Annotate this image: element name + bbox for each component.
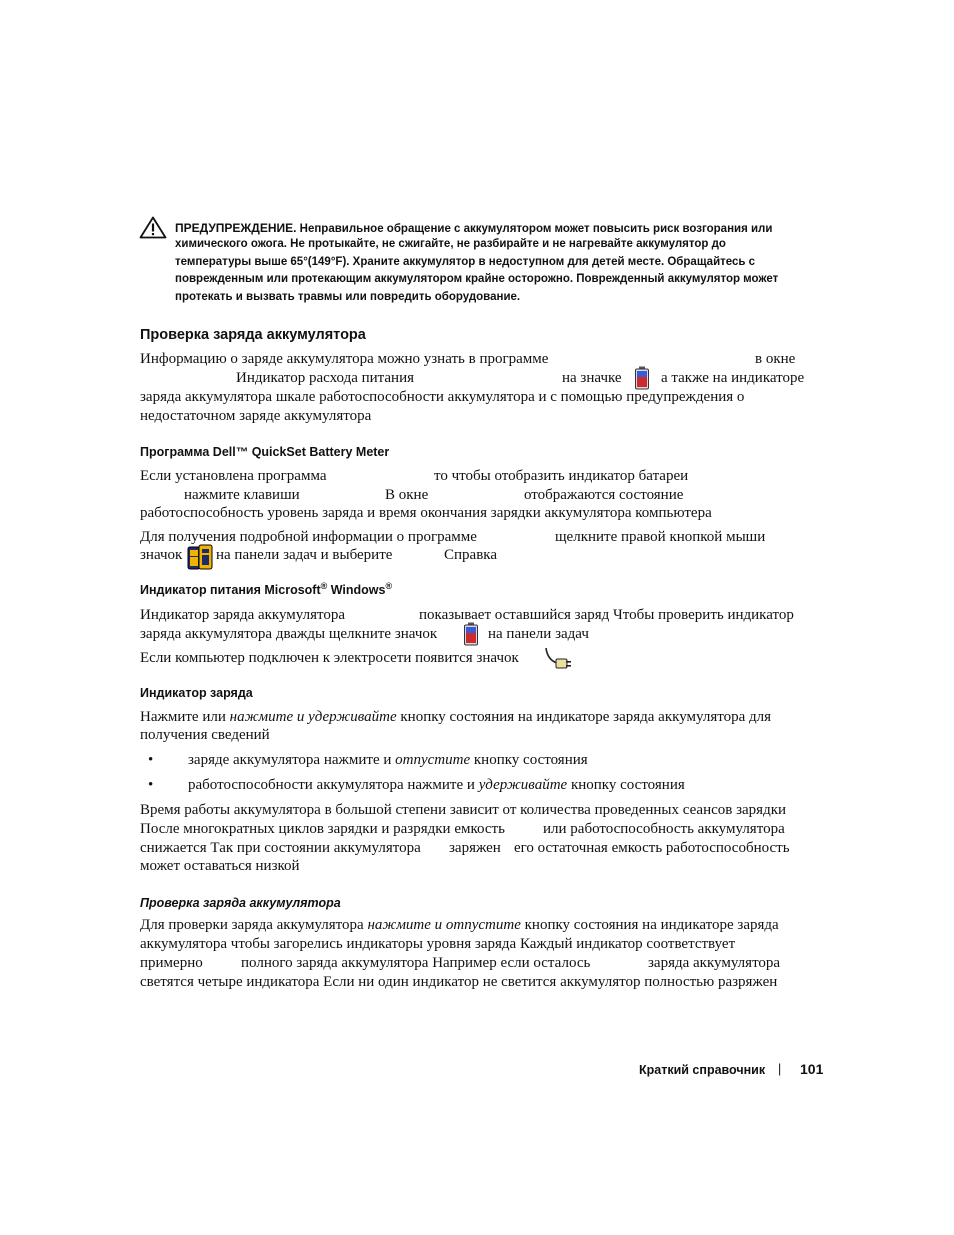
text-part: кнопку состояния на индикаторе заряда аккумулятора для [396,709,771,725]
footer-separator: | [778,1062,782,1076]
check-charge-heading: Проверка заряда аккумулятора [140,896,341,910]
text-part: Нажмите или [140,709,230,725]
intro-text: Информацию о заряде аккумулятора можно узнать в программе [140,351,549,367]
quickset-text: значок [140,547,183,563]
intro-text: заряда аккумулятора шкале работоспособности аккумулятора и с помощью предупреждения о [140,389,745,405]
check-charge-text: полного заряда аккумулятора Например если осталось [241,955,591,971]
warning-line-5: протекать и вызвать травмы или повредить оборудование. [175,291,521,303]
bullet-marker: • [148,752,154,768]
charge-indicator-text [140,709,771,726]
text-part: работоспособности аккумулятора нажмите и [188,777,479,793]
charge-indicator-text: получения сведений [140,727,270,743]
page-number: 101 [800,1061,824,1077]
warning-line-2: химического ожога. Не протыкайте, не сжигайте, не разбирайте и не нагревайте аккумулятор до [175,238,726,250]
charge-indicator-text: или работоспособность аккумулятора [543,821,785,837]
quickset-text: Если установлена программа [140,468,327,484]
warning-label: ПРЕДУПРЕЖДЕНИЕ. [175,221,297,235]
quickset-text: Для получения подробной информации о программе [140,529,477,545]
charge-indicator-text: Время работы аккумулятора в большой степени зависит от количества проведенных сеансов зарядки [140,802,787,818]
warning-line-3: температуры выше 65°(149°F). Храните аккумулятор в недоступном для детей месте. Обращайтесь с [175,256,756,268]
check-charge-text: аккумулятора чтобы загорелись индикаторы уровня заряда Каждый индикатор соответствует [140,936,736,952]
intro-text: недостаточном заряде аккумулятора [140,408,372,424]
windows-text: показывает оставшийся заряд Чтобы проверить индикатор [419,607,794,623]
charge-indicator-text: заряжен [449,840,501,856]
check-charge-text: примерно [140,955,203,971]
battery-icon [463,622,479,646]
section-title: Проверка заряда аккумулятора [140,327,366,343]
windows-text: Если компьютер подключен к электросети появится значок [140,650,519,666]
intro-text: а также на индикаторе [661,370,805,386]
emphasis-text: отпустите [395,752,471,768]
text-part: кнопку состояния [470,752,588,768]
emphasis-text: нажмите и удерживайте [229,709,397,725]
text-part: кнопку состояния [567,777,685,793]
emphasis-text: удерживайте [478,777,568,793]
quickset-text: то чтобы отобразить индикатор батареи [434,468,689,484]
text-part: заряде аккумулятора нажмите и [188,752,396,768]
bullet-item [188,777,685,794]
windows-heading [140,581,392,597]
charge-indicator-heading: Индикатор заряда [140,686,253,700]
quickset-text: Справка [444,547,497,563]
windows-heading-part: Индикатор питания Microsoft [140,583,321,598]
quickset-text: отображаются состояние [524,487,684,503]
warning-line-1 [175,221,772,235]
footer-label: Краткий справочник [639,1063,766,1077]
quickset-text: нажмите клавиши [184,487,300,503]
charge-indicator-text: После многократных циклов зарядки и разрядки емкость [140,821,505,837]
intro-text: в окне [755,351,796,367]
warning-text: Неправильное обращение с аккумулятором может повысить риск возгорания или [299,223,773,235]
emphasis-text: нажмите и отпустите [367,917,521,933]
intro-text: Индикатор расхода питания [236,370,415,386]
quickset-text: работоспособность уровень заряда и время окончания зарядки аккумулятора компьютера [140,505,712,521]
charge-indicator-text: может оставаться низкой [140,858,300,874]
warning-triangle-icon [139,216,167,239]
check-charge-text [140,917,779,934]
quickset-text: В окне [385,487,429,503]
registered-mark: ® [385,581,393,591]
charge-indicator-text: снижается Так при состоянии аккумулятора [140,840,421,856]
registered-mark: ® [320,581,328,591]
check-charge-text: заряда аккумулятора [648,955,781,971]
quickset-text: щелкните правой кнопкой мыши [555,529,766,545]
windows-heading-part: Windows [327,583,386,598]
charge-indicator-text: его остаточная емкость работоспособность [514,840,790,856]
battery-icon [634,366,650,390]
windows-text: на панели задач [488,626,589,642]
text-part: кнопку состояния на индикаторе заряда [520,917,779,933]
quickset-heading: Программа Dell™ QuickSet Battery Meter [140,445,390,459]
check-charge-text: светятся четыре индикатора Если ни один индикатор не светится аккумулятор полностью разряжен [140,974,778,990]
windows-text: Индикатор заряда аккумулятора [140,607,346,623]
bullet-item [188,752,588,769]
warning-line-4: поврежденным или протекающим аккумулятором крайне осторожно. Поврежденный аккумулятор может [175,273,779,285]
text-part: Для проверки заряда аккумулятора [140,917,368,933]
intro-text: на значке [562,370,622,386]
quickset-battery-icon [187,544,214,571]
windows-text: заряда аккумулятора дважды щелкните значок [140,626,438,642]
bullet-marker: • [148,777,154,793]
power-plug-icon [543,646,572,673]
quickset-text: на панели задач и выберите [216,547,393,563]
